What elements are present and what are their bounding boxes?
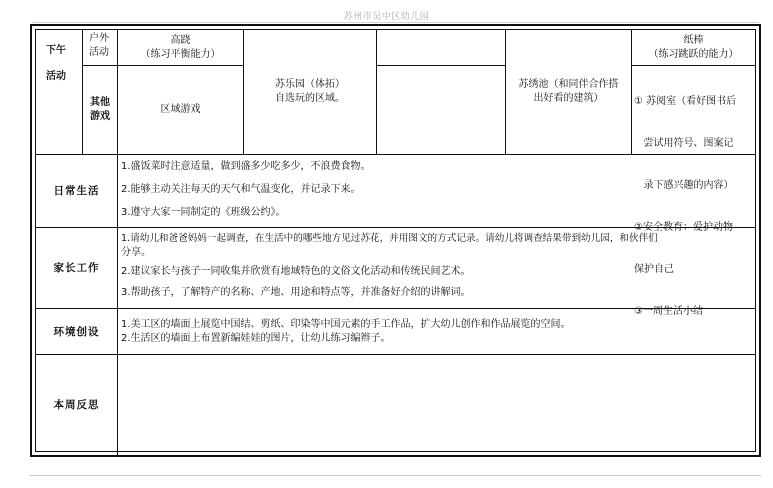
page-header-title: 苏州市吴中区幼儿园 bbox=[343, 12, 430, 22]
parent-work-item-cont: 分享。 bbox=[121, 247, 151, 258]
table-inner-border bbox=[35, 29, 756, 452]
afternoon-period-top: 下午 bbox=[46, 45, 66, 56]
environment-item: 2.生活区的墙面上布置新编娃娃的图片，让幼儿练习编辫子。 bbox=[121, 333, 391, 344]
other-col1-cell: 区域游戏 bbox=[118, 66, 244, 155]
daily-life-item: 2.能够主动关注每天的天气和气温变化，并记录下来。 bbox=[121, 184, 361, 195]
parent-work-item: 2.建议家长与孩子一同收集并欣赏有地域特色的文俗文化活动和传统民间艺术。 bbox=[121, 266, 471, 277]
parent-work-item: 1.请幼儿和爸爸妈妈一起调查，在生活中的哪些地方见过苏花，并用图文的方式记录。请幼儿将调查结果带到幼儿园，和伙伴们 bbox=[121, 233, 658, 244]
daily-life-label: 日常生活 bbox=[36, 155, 118, 228]
col5-line: 录下感兴趣的内容） bbox=[634, 180, 734, 191]
reflection-content[interactable] bbox=[118, 355, 755, 455]
other-games-label: 其他 游戏 bbox=[83, 66, 118, 155]
reflection-label: 本周反思 bbox=[36, 355, 118, 455]
parent-work-item: 3.帮助孩子，了解特产的名称、产地、用途和特点等，并准备好介绍的讲解词。 bbox=[121, 287, 471, 298]
outdoor-col3-cell bbox=[377, 30, 506, 66]
col5-line: ②安全教育：爱护动物 bbox=[634, 222, 733, 233]
merged-col4-cell: 苏绣池（和同伴合作搭 出好看的建筑） bbox=[506, 30, 632, 155]
outdoor-activity-label: 户外 活动 bbox=[83, 30, 118, 66]
parent-work-content bbox=[118, 228, 755, 309]
parent-work-label: 家长工作 bbox=[36, 228, 118, 309]
header-divider bbox=[32, 22, 759, 23]
outdoor-col5-cell: 纸棒 （练习跳跃的能力） bbox=[632, 30, 755, 66]
environment-item: 1.美工区的墙面上展览中国结、剪纸、印染等中国元素的手工作品，扩大幼儿创作和作品展览的空间。 bbox=[121, 319, 571, 330]
daily-life-item: 3.遵守大家一同制定的《班级公约》。 bbox=[121, 207, 286, 218]
environment-label: 环境创设 bbox=[36, 309, 118, 355]
afternoon-period-bottom: 活动 bbox=[46, 71, 66, 82]
col5-line: 尝试用符号、图案记 bbox=[634, 138, 734, 149]
col5-line: 保护自己 bbox=[634, 264, 674, 275]
daily-life-content bbox=[118, 155, 755, 228]
weekly-plan-table bbox=[30, 24, 761, 457]
afternoon-period-cell bbox=[36, 30, 83, 155]
page-bottom-divider bbox=[30, 475, 761, 476]
merged-col2-cell: 苏乐园（体拓） 自选玩的区域。 bbox=[244, 30, 377, 155]
other-col5-cell bbox=[632, 66, 755, 317]
daily-life-item: 1.盛饭菜时注意适量，做到盛多少吃多少，不浪费食物。 bbox=[121, 161, 371, 172]
other-col3-cell bbox=[377, 66, 506, 155]
environment-content bbox=[118, 309, 755, 355]
outdoor-col1-cell: 高跷 （练习平衡能力） bbox=[118, 30, 244, 66]
col5-line: ① 苏阅室（看好图书后 bbox=[634, 96, 737, 107]
col5-line: ③一周生活小结 bbox=[634, 306, 703, 317]
